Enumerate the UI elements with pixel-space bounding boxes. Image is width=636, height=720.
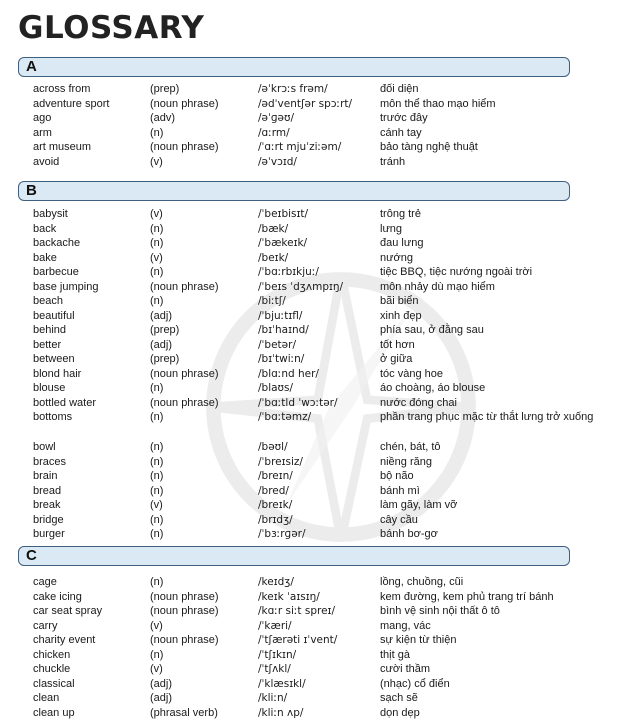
entry-meaning: phía sau, ở đằng sau (380, 324, 484, 336)
entry-part-of-speech: (noun phrase) (150, 367, 219, 380)
entry-pronunciation: /ˈbɑːtld ˈwɔːtər/ (258, 396, 338, 409)
glossary-entry (0, 381, 636, 396)
entry-pronunciation: /keɪk ˈaɪsɪŋ/ (258, 590, 320, 603)
entry-word: better (33, 338, 62, 351)
section-letter: B (26, 182, 37, 199)
entry-pronunciation: /ˈbɑːtəmz/ (258, 411, 312, 423)
entry-meaning: lồng, chuồng, cũi (380, 576, 464, 588)
glossary-entry (0, 396, 636, 411)
entry-word: avoid (33, 155, 60, 168)
entry-meaning: tóc vàng hoe (380, 367, 443, 380)
entry-word: base jumping (33, 280, 99, 293)
entry-meaning: tránh (380, 155, 406, 168)
entry-word: blouse (33, 382, 66, 394)
entry-meaning: trước đây (380, 112, 428, 124)
entry-part-of-speech: (v) (150, 499, 163, 511)
entry-meaning: ở giữa (380, 353, 413, 365)
entry-word: cage (33, 576, 57, 588)
glossary-entry (0, 352, 636, 367)
glossary-entry (0, 236, 636, 251)
entry-part-of-speech: (n) (150, 126, 164, 139)
entry-pronunciation: /blɑːnd her/ (258, 367, 319, 380)
entry-word: back (33, 222, 57, 235)
entry-pronunciation: /bɪˈhaɪnd/ (258, 324, 309, 336)
glossary-entry (0, 309, 636, 324)
entry-word: chicken (33, 648, 71, 661)
entry-part-of-speech: (n) (150, 528, 164, 540)
entry-word: arm (33, 126, 52, 139)
entry-pronunciation: /bəʊl/ (258, 441, 288, 453)
entry-word: backache (33, 237, 81, 249)
entry-part-of-speech: (adj) (150, 692, 173, 704)
entry-part-of-speech: (n) (150, 237, 164, 249)
entry-pronunciation: /ədˈventʃər spɔːrt/ (258, 97, 353, 110)
entry-pronunciation: /ˈtʃærəti ɪˈvent/ (258, 634, 338, 646)
entry-part-of-speech: (n) (150, 222, 164, 235)
glossary-entry (0, 126, 636, 141)
entry-meaning: tiệc BBQ, tiệc nướng ngoài trời (380, 266, 533, 278)
glossary-entry (0, 575, 636, 590)
glossary-entry (0, 222, 636, 237)
entry-pronunciation: /ˈɑːrt mjuˈziːəm/ (258, 141, 342, 153)
entry-meaning: bánh bơ-gơ (380, 528, 438, 540)
entry-part-of-speech: (adj) (150, 309, 173, 322)
entry-meaning: làm gãy, làm vỡ (380, 499, 458, 511)
entry-meaning: sự kiện từ thiện (380, 634, 457, 646)
entry-meaning: lưng (380, 222, 403, 235)
entry-pronunciation: /ˈbækeɪk/ (258, 237, 308, 249)
glossary-entry (0, 207, 636, 222)
entry-word: between (33, 353, 75, 365)
section-letter: A (26, 58, 37, 75)
entry-word: art museum (33, 141, 92, 153)
glossary-entry (0, 111, 636, 126)
entry-part-of-speech: (noun phrase) (150, 605, 219, 617)
entry-pronunciation: /əˈvɔɪd/ (258, 155, 297, 168)
glossary-entry (0, 294, 636, 309)
glossary-entry (0, 440, 636, 455)
glossary-entry (0, 691, 636, 706)
entry-word: across from (33, 83, 91, 95)
glossary-entry (0, 97, 636, 112)
entry-pronunciation: /kliːn/ (258, 692, 288, 704)
entry-meaning: xinh đẹp (380, 309, 422, 322)
entry-word: beach (33, 295, 63, 307)
entry-pronunciation: /ˈtʃɪkɪn/ (258, 648, 297, 661)
entry-part-of-speech: (noun phrase) (150, 396, 219, 409)
section-header-a (18, 57, 570, 77)
entry-word: adventure sport (33, 97, 110, 110)
entry-word: blond hair (33, 367, 82, 380)
entry-part-of-speech: (prep) (150, 324, 180, 336)
entry-pronunciation: /bred/ (258, 484, 289, 497)
entry-meaning: đau lưng (380, 237, 424, 249)
entry-meaning: dọn dẹp (380, 706, 420, 719)
glossary-entry (0, 590, 636, 605)
entry-word: break (33, 499, 61, 511)
entry-meaning: mang, vác (380, 619, 431, 632)
entry-pronunciation: /ˈkæri/ (258, 619, 292, 632)
entry-pronunciation: /kliːn ʌp/ (258, 706, 304, 719)
section-header-c (18, 546, 570, 566)
glossary-entry (0, 604, 636, 619)
entry-pronunciation: /blaʊs/ (258, 382, 294, 394)
entry-meaning: môn thể thao mạo hiểm (380, 97, 496, 110)
entry-pronunciation: /ˈbeɪs ˈdʒʌmpɪŋ/ (258, 280, 344, 293)
entry-meaning: trông trẻ (380, 208, 421, 220)
entry-part-of-speech: (v) (150, 208, 163, 220)
entry-word: carry (33, 619, 58, 632)
entry-part-of-speech: (n) (150, 382, 164, 394)
entry-word: bowl (33, 441, 56, 453)
entry-meaning: bảo tàng nghệ thuật (380, 141, 478, 153)
entry-word: brain (33, 470, 58, 482)
entry-part-of-speech: (prep) (150, 83, 180, 95)
glossary-entry (0, 155, 636, 170)
glossary-entry (0, 82, 636, 97)
entry-part-of-speech: (noun phrase) (150, 280, 219, 293)
entry-part-of-speech: (noun phrase) (150, 590, 219, 603)
entry-meaning: chén, bát, tô (380, 441, 441, 453)
entry-word: bake (33, 251, 57, 264)
entry-part-of-speech: (n) (150, 455, 164, 468)
section-letter: C (26, 547, 37, 564)
entry-pronunciation: /əˈkrɔːs frəm/ (258, 83, 328, 95)
page-title: GLOSSARY (18, 10, 205, 46)
entry-word: bridge (33, 513, 64, 526)
entry-meaning: niềng răng (380, 455, 432, 468)
glossary-entry (0, 513, 636, 528)
entry-word: cake icing (33, 590, 82, 603)
section-c-entries (0, 575, 636, 720)
glossary-entry (0, 280, 636, 295)
entry-meaning: môn nhảy dù mạo hiểm (380, 280, 495, 293)
entry-part-of-speech: (noun phrase) (150, 634, 219, 646)
entry-word: babysit (33, 208, 68, 220)
entry-part-of-speech: (n) (150, 484, 164, 497)
glossary-entry (0, 619, 636, 634)
entry-pronunciation: /əˈɡəʊ/ (258, 112, 295, 124)
entry-word: car seat spray (33, 605, 103, 617)
entry-pronunciation: /brɪdʒ/ (258, 513, 293, 526)
entry-part-of-speech: (adv) (150, 112, 176, 124)
entry-part-of-speech: (noun phrase) (150, 141, 219, 153)
glossary-entry (0, 677, 636, 692)
glossary-entry (0, 633, 636, 648)
glossary-entry (0, 251, 636, 266)
entry-meaning: bãi biển (380, 295, 419, 307)
entry-pronunciation: /kɑːr siːt spreɪ/ (258, 605, 335, 617)
entry-word: classical (33, 677, 75, 690)
entry-meaning: bình vệ sinh nội thất ô tô (380, 605, 500, 617)
glossary-entry (0, 662, 636, 677)
entry-word: bottled water (33, 396, 96, 409)
entry-meaning: bánh mì (380, 484, 420, 497)
glossary-entry (0, 265, 636, 280)
entry-part-of-speech: (adj) (150, 677, 173, 690)
entry-meaning: thịt gà (380, 648, 410, 661)
entry-word: bread (33, 484, 62, 497)
entry-part-of-speech: (n) (150, 441, 164, 453)
glossary-entry (0, 527, 636, 542)
glossary-entry (0, 469, 636, 484)
entry-word: barbecue (33, 266, 79, 278)
entry-part-of-speech: (phrasal verb) (150, 706, 218, 719)
entry-part-of-speech: (v) (150, 251, 163, 264)
entry-word: beautiful (33, 309, 75, 322)
entry-part-of-speech: (n) (150, 295, 164, 307)
glossary-entry (0, 367, 636, 382)
entry-pronunciation: /ˈbetər/ (258, 338, 296, 351)
entry-meaning: kem đường, kem phủ trang trí bánh (380, 590, 554, 603)
glossary-entry (0, 484, 636, 499)
section-a-entries (0, 82, 636, 169)
glossary-entry (0, 706, 636, 720)
section-header-b (18, 181, 570, 201)
entry-part-of-speech: (prep) (150, 353, 180, 365)
entry-meaning: (nhạc) cổ điển (380, 677, 450, 690)
entry-pronunciation: /ˈbeɪbisɪt/ (258, 208, 309, 220)
glossary-entry (0, 410, 636, 440)
entry-meaning: nướng (380, 251, 413, 264)
entry-part-of-speech: (v) (150, 619, 163, 632)
entry-part-of-speech: (n) (150, 470, 164, 482)
entry-word: chuckle (33, 663, 71, 675)
entry-pronunciation: /bɪˈtwiːn/ (258, 353, 305, 365)
glossary-entry (0, 338, 636, 353)
glossary-entry (0, 455, 636, 470)
entry-meaning: áo choàng, áo blouse (380, 382, 486, 394)
glossary-entry (0, 140, 636, 155)
entry-meaning: bộ não (380, 470, 414, 482)
entry-meaning: phần trang phục mặc từ thắt lưng trở xuống (380, 411, 594, 423)
section-b-entries (0, 207, 636, 542)
entry-part-of-speech: (n) (150, 266, 164, 278)
entry-meaning: đối diện (380, 83, 419, 95)
entry-meaning: cười thầm (380, 663, 431, 675)
entry-word: charity event (33, 634, 96, 646)
entry-pronunciation: /ɑːrm/ (258, 126, 290, 139)
entry-pronunciation: /ˈbɑːrbɪkjuː/ (258, 266, 319, 278)
entry-pronunciation: /ˈbɜːrɡər/ (258, 528, 306, 540)
entry-meaning: nước đóng chai (380, 396, 457, 409)
entry-word: clean (33, 692, 60, 704)
entry-part-of-speech: (v) (150, 663, 163, 675)
entry-pronunciation: /keɪdʒ/ (258, 576, 294, 588)
entry-word: burger (33, 528, 65, 540)
entry-meaning: sạch sẽ (380, 692, 418, 704)
entry-pronunciation: /ˈklæsɪkl/ (258, 677, 306, 690)
entry-pronunciation: /breɪn/ (258, 470, 293, 482)
glossary-entry (0, 323, 636, 338)
glossary-entry (0, 648, 636, 663)
entry-part-of-speech: (n) (150, 648, 164, 661)
entry-word: behind (33, 324, 67, 336)
entry-meaning: cây cầu (380, 513, 418, 526)
entry-part-of-speech: (v) (150, 155, 163, 168)
entry-pronunciation: /breɪk/ (258, 499, 293, 511)
entry-pronunciation: /beɪk/ (258, 251, 289, 264)
entry-meaning: tốt hơn (380, 338, 415, 351)
entry-part-of-speech: (adj) (150, 338, 173, 351)
entry-pronunciation: /ˈbjuːtɪfl/ (258, 309, 303, 322)
entry-word: ago (33, 112, 52, 124)
entry-pronunciation: /bæk/ (258, 222, 289, 235)
glossary-entry (0, 498, 636, 513)
entry-pronunciation: /biːtʃ/ (258, 295, 286, 307)
entry-part-of-speech: (noun phrase) (150, 97, 219, 110)
entry-part-of-speech: (n) (150, 576, 164, 588)
entry-part-of-speech: (n) (150, 411, 164, 423)
entry-part-of-speech: (n) (150, 513, 164, 526)
entry-meaning: cánh tay (380, 126, 422, 139)
entry-word: bottoms (33, 411, 73, 423)
entry-pronunciation: /ˈtʃʌkl/ (258, 663, 291, 675)
entry-word: clean up (33, 706, 75, 719)
entry-word: braces (33, 455, 67, 468)
entry-pronunciation: /ˈbreɪsiz/ (258, 455, 303, 468)
